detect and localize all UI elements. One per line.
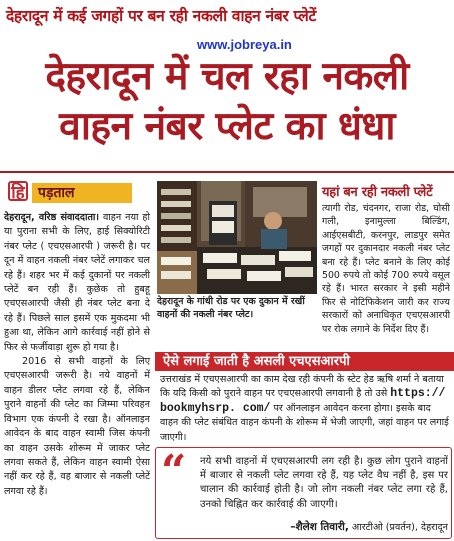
hsrp-url-link[interactable]: https:// bookmyhsrp. com/ xyxy=(160,387,446,415)
left-article-column xyxy=(4,211,150,499)
sidebar-heading: यहां बन रही नकली प्लेटें xyxy=(322,185,433,200)
number-plate-shop-image xyxy=(157,181,317,294)
info-text-after-url: पर ऑनलाइन आवेदन करना होगा। इसके बाद वाहन की प्लेट संबंधित वाहन कंपनी के शोरूम में भेजी जाएगी, जहां वाहन पर लगाई जाएगी। xyxy=(160,402,449,443)
article-paragraph-2: 2016 से सभी वाहनों के लिए एचएसआरपी जरूरी है। नये वाहनों में वाहन डीलर प्लेट लगवा रहे हैं, लेकिन पुराने वाहनों की प्लेट का जिम्मा परिवहन विभाग एक कंपनी दे रखा है। ऑनलाइन आवेदन के बाद वाहन स्वामी जिस कंपनी का वाहन उसके शोरूम में जाकर प्लेट लगवा सकते हैं, लेकिन वाहन स्वामी ऐसा नहीं कर रहे हैं, वह बाजार से नकली प्लेटें लगवा रहे हैं। xyxy=(4,356,150,497)
info-text-before-url: उत्तराखंड में एचएसआरपी का काम देख रही कंपनी के स्टेट हेड ऋषि शर्मा ने बताया कि यदि किसी को पुराने वाहन पर एचएसआरपी लगवानी है तो उसे xyxy=(160,374,444,400)
main-headline-line-1: देहरादून में चल रहा नकली xyxy=(45,54,409,99)
quote-mark-icon: “ xyxy=(161,446,187,497)
sidebar-text: त्यागी रोड, चंदनगर, राजा रोड, घोसी गली, इनामुल्ला बिल्डिंग, आईएसबीटी, करनपुर, लाडपुर समेत जगहों पर दुकानदार नकली नंबर प्लेट बना रहे हैं। प्लेट बनाने के लिए कोई 500 रुपये तो कोई 700 रुपये वसूल रहे हैं। भारत सरकार ने इसी महीने फिर से नोटिफिकेशन जारी कर राज्य सरकारों को अनाधिकृत एचएसआरपी पर रोक लगाने के निर्देश दिए हैं। xyxy=(322,203,450,335)
main-headline-line-2: वाहन नंबर प्लेट का धंधा xyxy=(59,104,395,149)
kicker-headline: देहरादून में कई जगहों पर बन रही नकली वाहन नंबर प्लेटें xyxy=(6,7,317,25)
quote-text: नये सभी वाहनों में एचएसआरपी लग रही है। कुछ लोग पुराने वाहनों में बाजार से नकली प्लेट लगवा रहे हैं, यह प्लेट वैध नहीं है, इस पर चालान की कार्रवाई होती है। जो लोग नकली नंबर प्लेट लगा रहे हैं, उनको चिह्नित कर कार्रवाई की जाएगी। xyxy=(200,456,448,510)
shop-photo xyxy=(157,181,317,294)
section-label: पड़ताल xyxy=(32,183,132,203)
article-paragraph-1 xyxy=(4,211,150,355)
info-box-body xyxy=(160,373,450,445)
quote-author: –शैलेश तिवारी, xyxy=(290,521,349,533)
website-watermark: www.jobreya.in xyxy=(197,37,292,52)
hindustan-logo-icon: हि xyxy=(8,181,28,201)
headline-rule xyxy=(0,171,454,173)
photo-caption: देहरादून के गांधी रोड पर एक दुकान में रखीं वाहनों की नकली नंबर प्लेट। xyxy=(157,296,305,320)
quote-author-title: आरटीओ (प्रवर्तन), देहरादून xyxy=(351,522,448,533)
paragraph-1-text: वाहन नया हो या पुराना सभी के लिए, हाई सिक्योरिटी नंबर प्लेट ( एचएसआरपी ) जरूरी है। पर दून में वाहन नकली नंबर प्लेटें लगाकर चल रहे हैं। शहर भर में कई दुकानों पर नकली प्लेटें बन रही हैं। कुछेक तो हुबहू एचएसआरपी जैसी ही नंबर प्लेट बना दे रहे हैं। पिछले साल इसमें एक मुकदमा भी हुआ था, लेकिन आगे कार्रवाई नहीं होने से फिर से फर्जीवाड़ा शुरू हो गया है। xyxy=(4,212,150,353)
info-box-heading: ऐसे लगाई जाती है असली एचएसआरपी xyxy=(155,352,454,371)
dateline: देहरादून, वरिष्ठ संवाददाता। xyxy=(4,212,100,223)
quote-signature xyxy=(200,520,448,534)
